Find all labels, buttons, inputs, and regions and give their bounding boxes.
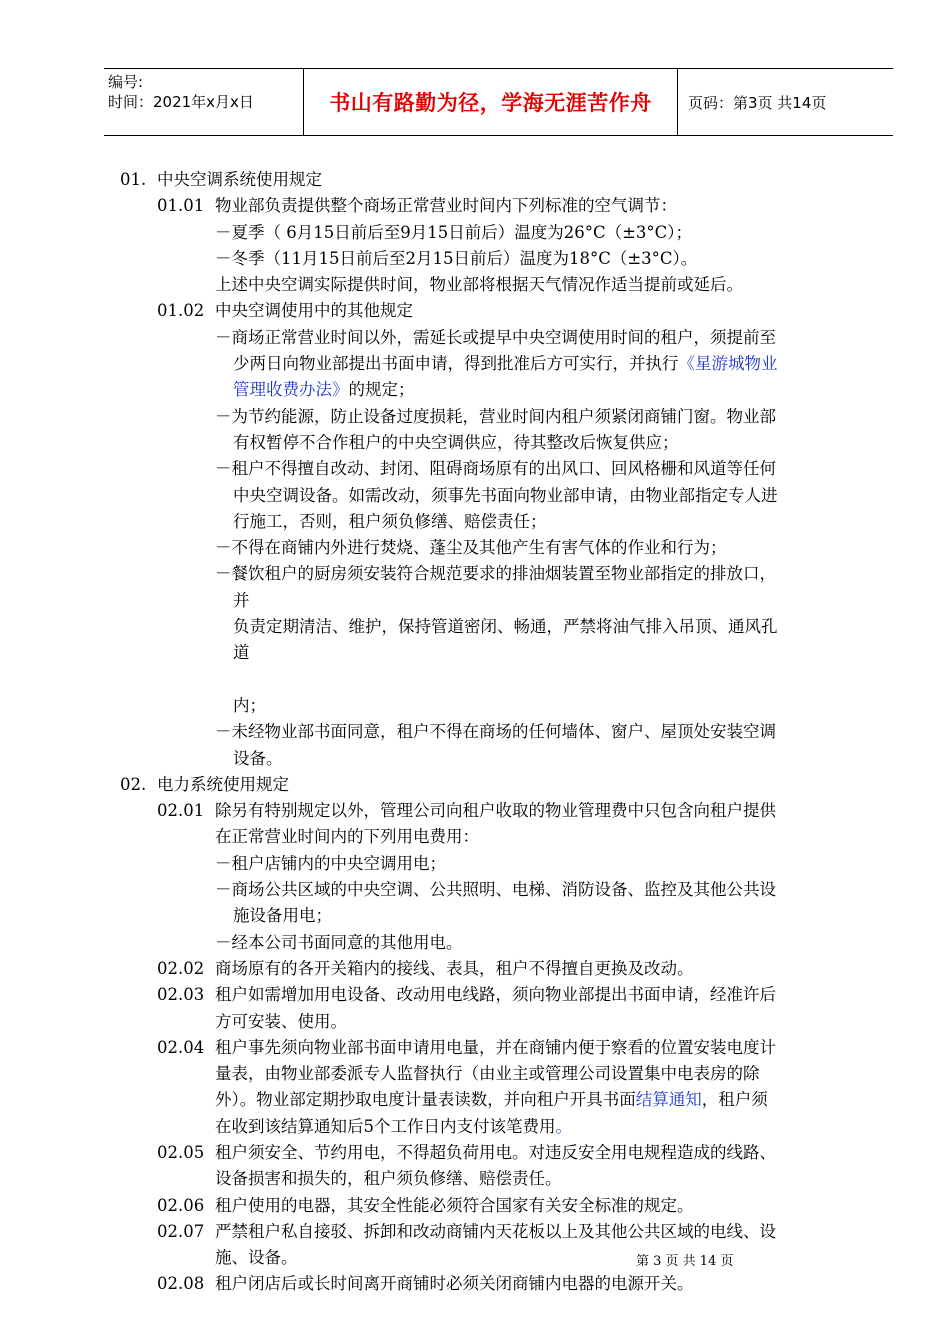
- clause-line: [0, 1087, 950, 1113]
- clause-text: 有权暂停不合作租户的中央空调供应，待其整改后恢复供应；: [233, 432, 679, 452]
- clause-text: 租户闭店后或长时间离开商铺时必须关闭商铺内电器的电源开关。: [215, 1274, 694, 1294]
- clause-text: －商场公共区域的中央空调、公共照明、电梯、消防设备、监控及其他公共设: [215, 880, 776, 900]
- clause-line: [0, 1166, 950, 1192]
- clause-line: [0, 456, 950, 482]
- clause-text: －餐饮租户的厨房须安装符合规范要求的排油烟装置至物业部指定的排放口，: [215, 564, 776, 584]
- clause-text: 租户如需增加用电设备、改动用电线路，须向物业部提出书面申请，经准许后: [215, 985, 776, 1005]
- regulation-link[interactable]: 管理收费办法》: [233, 380, 349, 400]
- clause-text: 在正常营业时间内的下列用电费用：: [215, 827, 479, 847]
- clause-line: [0, 614, 950, 640]
- clause-text: 物业部负责提供整个商场正常营业时间内下列标准的空气调节：: [215, 196, 677, 216]
- clause-line: [0, 746, 950, 772]
- document-body: [0, 167, 950, 1298]
- clause-line: [0, 377, 950, 403]
- clause-text: 设备损害和损失的，租户须负修缮、赔偿责任。: [215, 1169, 562, 1189]
- clause-line: [0, 220, 950, 246]
- clause-text: 内；: [233, 695, 266, 715]
- clause-text: 少两日向物业部提出书面申请，得到批准后方可实行，并执行: [233, 354, 679, 374]
- clause-text: 商场原有的各开关箱内的接线、表具，租户不得擅自更换及改动。: [215, 958, 694, 978]
- clause-line: [0, 1245, 950, 1271]
- clause-text: －冬季（11月15日前后至2月15日前后）温度为18°C（±3°C）。: [215, 248, 698, 268]
- clause-line: [0, 956, 950, 982]
- clause-line: [0, 851, 950, 877]
- section-title: 中央空调系统使用规定: [157, 170, 322, 189]
- clause-line: [0, 430, 950, 456]
- clause-text: 上述中央空调实际提供时间，物业部将根据天气情况作适当提前或延后。: [215, 275, 743, 295]
- clause-text: 并: [233, 590, 250, 610]
- clause-line: [0, 1061, 950, 1087]
- header-left-cell: [104, 69, 304, 135]
- section-title: 电力系统使用规定: [157, 774, 289, 794]
- section-heading: [0, 167, 950, 193]
- clause-text: －租户店铺内的中央空调用电；: [215, 853, 446, 873]
- page-footer: 第 3 页 共 14 页: [636, 1254, 734, 1269]
- clause-number: 01.01: [157, 196, 205, 216]
- clause-text: 的规定；: [348, 380, 415, 400]
- clause-line: [0, 1193, 950, 1219]
- number-label: 编号:: [108, 73, 144, 91]
- clause-text: 行施工，否则，租户须负修缮、赔偿责任；: [233, 511, 547, 531]
- clause-line: [0, 535, 950, 561]
- clause-number: 02.03: [157, 985, 205, 1005]
- page-label: 页码：第3页 共14页: [688, 93, 827, 112]
- clause-text: 道: [233, 643, 250, 663]
- clause-line: [0, 1035, 950, 1061]
- clause-line: [0, 483, 950, 509]
- clause-text: 租户须安全、节约用电，不得超负荷用电。对违反安全用电规程造成的线路、: [215, 1142, 776, 1162]
- clause-text: 除另有特别规定以外，管理公司向租户收取的物业管理费中只包含向租户提供: [215, 801, 776, 821]
- clause-text: 在收到该结算通知后5个工作日内支付该笔费用: [215, 1116, 556, 1136]
- blank-line: [0, 667, 950, 693]
- clause-text: －未经物业部书面同意，租户不得在商场的任何墙体、窗户、屋顶处安装空调: [215, 722, 776, 742]
- clause-line: [0, 246, 950, 272]
- clause-text: ，租户须: [701, 1090, 768, 1110]
- clause-text: －租户不得擅自改动、封闭、阻碍商场原有的出风口、回风格栅和风道等任何: [215, 459, 776, 479]
- clause-line: [0, 719, 950, 745]
- clause-text: －为节约能源，防止设备过度损耗，营业时间内租户须紧闭商铺门窗。物业部: [215, 406, 776, 426]
- section-number: 02.: [120, 774, 147, 794]
- clause-number: 02.02: [157, 958, 205, 978]
- clause-line: [0, 509, 950, 535]
- settlement-notice-link[interactable]: 结算通知: [635, 1090, 702, 1110]
- clause-line: [0, 325, 950, 351]
- clause-line: [0, 1009, 950, 1035]
- clause-line: [0, 1114, 950, 1140]
- clause-text: －经本公司书面同意的其他用电。: [215, 932, 463, 952]
- clause-line: [0, 1140, 950, 1166]
- section-number: 01.: [120, 170, 147, 189]
- clause-number: 02.06: [157, 1195, 205, 1215]
- period-link[interactable]: 。: [555, 1116, 572, 1136]
- clause-number: 02.04: [157, 1037, 205, 1057]
- clause-text: 租户使用的电器，其安全性能必须符合国家有关安全标准的规定。: [215, 1195, 694, 1215]
- clause-line: [0, 351, 950, 377]
- motto: 书山有路勤为径，学海无涯苦作舟: [304, 69, 678, 135]
- clause-text: 严禁租户私自接驳、拆卸和改动商铺内天花板以上及其他公共区域的电线、设: [215, 1221, 776, 1241]
- clause-number: 02.08: [157, 1274, 205, 1294]
- clause-line: [0, 798, 950, 824]
- time-label: 时间：2021年x月x日: [108, 93, 254, 111]
- clause-line: [0, 824, 950, 850]
- clause-text: 施设备用电；: [233, 906, 332, 926]
- clause-line: [0, 1271, 950, 1297]
- clause-line: [0, 404, 950, 430]
- clause-number: 02.05: [157, 1142, 205, 1162]
- clause-text: 租户事先须向物业部书面申请用电量，并在商铺内便于察看的位置安装电度计: [215, 1037, 776, 1057]
- clause-line: [0, 877, 950, 903]
- clause-line: [0, 930, 950, 956]
- clause-number: 01.02: [157, 301, 205, 321]
- clause-number: 02.07: [157, 1221, 205, 1241]
- clause-number: 02.01: [157, 801, 205, 821]
- clause-text: 外）。物业部定期抄取电度计量表读数，并向租户开具书面: [215, 1090, 636, 1110]
- clause-text: 方可安装、使用。: [215, 1011, 347, 1031]
- clause-text: －商场正常营业时间以外，需延长或提早中央空调使用时间的租户，须提前至: [215, 327, 776, 347]
- clause-text: 施、设备。: [215, 1248, 298, 1268]
- clause-text: －夏季（ 6月15日前后至9月15日前后）温度为26°C（±3°C）；: [215, 222, 693, 242]
- section-heading: [0, 772, 950, 798]
- clause-text: －不得在商铺内外进行焚烧、蓬尘及其他产生有害气体的作业和行为；: [215, 538, 727, 558]
- clause-text: 设备。: [233, 748, 283, 768]
- page-header: [104, 68, 893, 136]
- clause-line: [0, 982, 950, 1008]
- clause-line: [0, 588, 950, 614]
- clause-line: [0, 903, 950, 929]
- clause-line: [0, 693, 950, 719]
- clause-line: [0, 193, 950, 219]
- clause-line: [0, 561, 950, 587]
- clause-text: 量表，由物业部委派专人监督执行（由业主或管理公司设置集中电表房的除: [215, 1064, 760, 1084]
- clause-line: [0, 640, 950, 666]
- clause-line: [0, 272, 950, 298]
- clause-line: [0, 298, 950, 324]
- regulation-link[interactable]: 《星游城物业: [678, 354, 778, 374]
- clause-text: 中央空调设备。如需改动，须事先书面向物业部申请，由物业部指定专人进: [233, 485, 778, 505]
- clause-line: [0, 1219, 950, 1245]
- clause-text: 中央空调使用中的其他规定: [215, 301, 413, 321]
- clause-text: 负责定期清洁、维护，保持管道密闭、畅通，严禁将油气排入吊顶、通风孔: [233, 617, 778, 637]
